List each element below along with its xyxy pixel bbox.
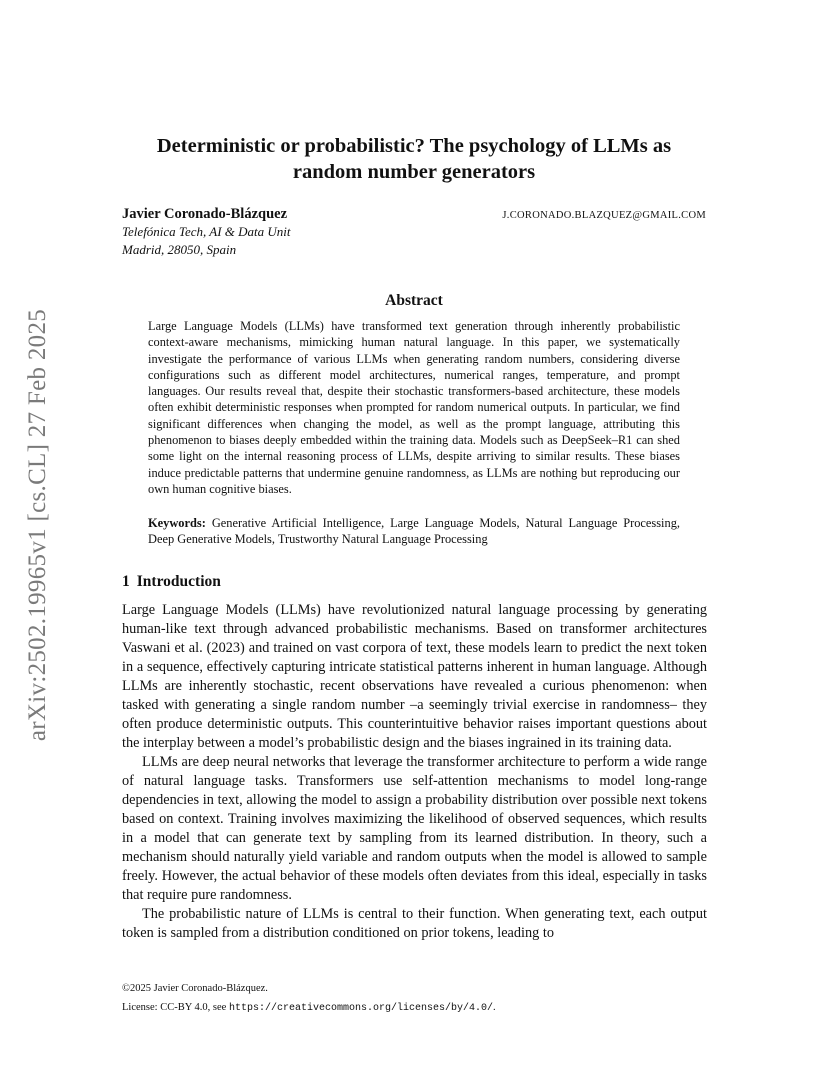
license-link[interactable]: https://creativecommons.org/licenses/by/4.0/ (228, 1003, 493, 1014)
paragraph-3: The probabilistic nature of LLMs is central to their function. When generating text, each output token is sampled from a distribution conditioned on prior tokens, leading to (122, 906, 707, 941)
license-suffix: . (492, 1002, 496, 1013)
author-block (122, 206, 706, 259)
keywords (148, 515, 680, 548)
arxiv-identifier: arXiv:2502.19965v1 [cs.CL] 27 Feb 2025 (24, 308, 51, 742)
section-title: Introduction (136, 573, 221, 590)
paragraph-1: Large Language Models (LLMs) have revolutionized natural language processing by generating human-like text through advanced probabilistic mechanisms. Based on transformer architectures Vaswani et al. (2023) and trained on vast corpora of text, these models learn to predict the next token in a sequence, effectively capturing intricate statistical patterns inherent in human language. Although LLMs are inherently stochastic, recent observations have revealed a curious phenomenon: when tasked with generating a single random number –a seemingly trivial exercise in randomness– they often produce deterministic outputs. This counterintuitive behavior raises important questions about the interplay between a model’s probabilistic design and the biases ingrained in its training data. (122, 602, 707, 751)
section-heading (122, 573, 221, 591)
keywords-label: Keywords: (148, 516, 206, 530)
paragraph-2: LLMs are deep neural networks that leverage the transformer architecture to perform a wide range of natural language tasks. Transformers use self-attention mechanisms to model long-range dependencies in text, allowing the model to assign a probability distribution over possible next tokens based on context. Training involves maximizing the likelihood of observed sequences, which results in a model that can generate text by sampling from its learned distribution. In theory, such a mechanism should naturally yield variable and random outputs when the model is allowed to sample freely. However, the actual behavior of these models often deviates from this ideal, especially in tasks that require pure randomness. (122, 754, 707, 903)
author-name: Javier Coronado-Blázquez (122, 206, 288, 222)
license-prefix: License: CC-BY 4.0, see (122, 1002, 229, 1013)
footnote-copyright: ©2025 Javier Coronado-Blázquez. (122, 983, 268, 994)
abstract-heading: Abstract (385, 292, 443, 309)
abstract-text: Large Language Models (LLMs) have transformed text generation through inherently probabilistic context-aware mechanisms, mimicking human natural language. In this paper, we systematically investigate the performance of various LLMs when generating random numbers, considering diverse configurations such as different model architectures, numerical ranges, temperature, and prompt languages. Our results reveal that, despite their stochastic transformers-based architecture, these models often exhibit deterministic responses when prompted for random numerical outputs. In particular, we find significant differences when changing the model, as well as the prompt language, attributing this phenomenon to biases deeply embedded within the training data. Models such as DeepSeek–R1 can shed some light on the internal reasoning process of LLMs, despite arriving to similar results. These biases induce predictable patterns that undermine genuine randomness, as LLMs are nothing but reproducing our own human cognitive biases. (148, 319, 680, 496)
section-number: 1 (122, 573, 130, 590)
author-affiliation: Telefónica Tech, AI & Data Unit (122, 224, 291, 239)
paper-title (100, 133, 728, 185)
keywords-text: Generative Artificial Intelligence, Large Language Models, Natural Language Processing, Deep Generative Models, Trustworthy Natural Language Processing (148, 516, 680, 547)
title-line-1: Deterministic or probabilistic? The psychology of LLMs as (156, 135, 672, 157)
section-body (122, 601, 707, 943)
title-line-2: random number generators (292, 161, 536, 183)
author-email: J.CORONADO.BLAZQUEZ@GMAIL.COM (502, 210, 706, 221)
footnote-license (122, 1002, 722, 1014)
author-location: Madrid, 28050, Spain (122, 242, 237, 257)
author-row (122, 206, 706, 223)
